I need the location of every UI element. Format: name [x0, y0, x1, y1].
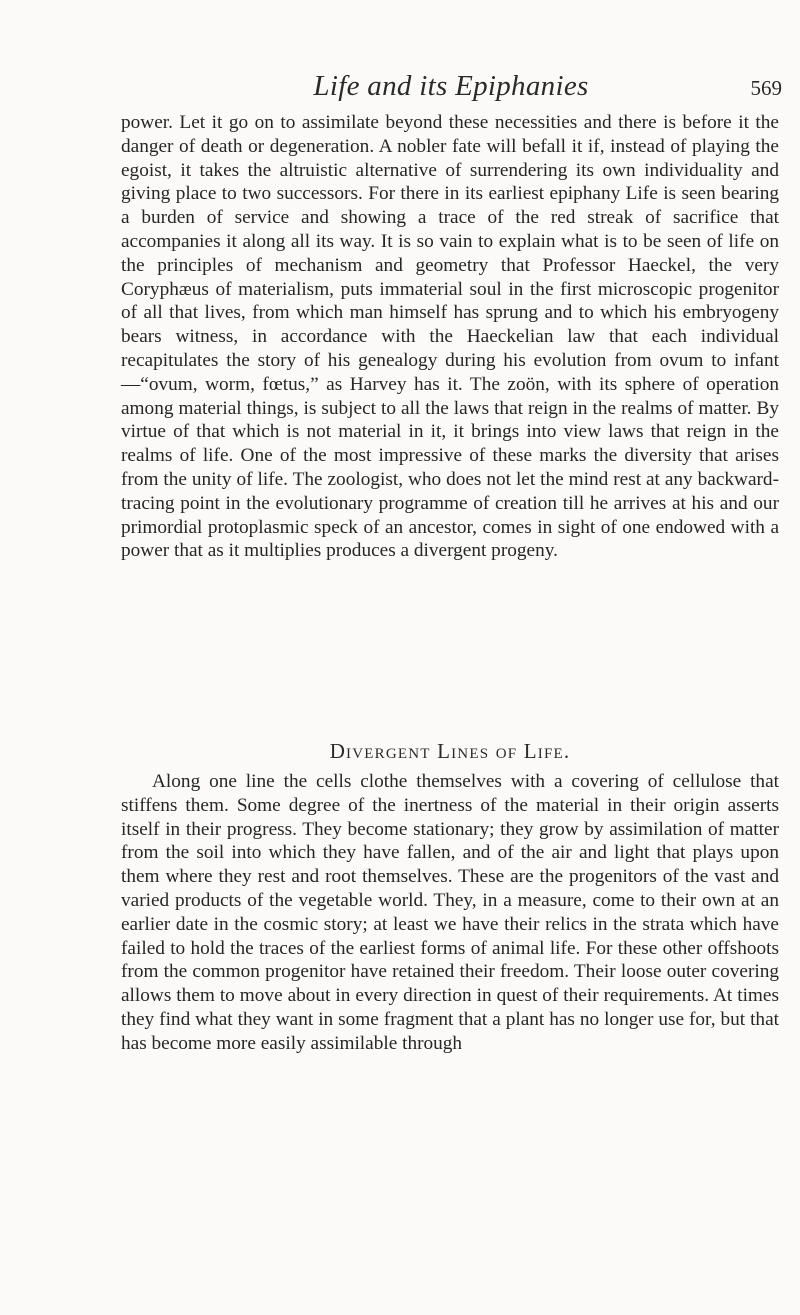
running-title: Life and its Epiphanies [313, 70, 589, 102]
page-number: 569 [750, 76, 782, 100]
running-head [120, 66, 782, 106]
body-paragraph-continued: power. Let it go on to assimilate beyond these necessities and there is before it the danger of death or degeneration. A nobler fate will befall it if, instead of playing the egoist, it takes the altruistic alternative of surrendering its own individuality and giving place to two successors. For there in its earliest epiphany Life is seen bearing a burden of service and showing a trace of the red streak of sacrifice that accompanies it along all its way. It is so vain to explain what is to be seen of life on the principles of mechanism and geometry that Professor Haeckel, the very Coryphæus of materialism, puts immaterial soul in the first microscopic progenitor of all that lives, from which man himself has sprung and to which his embryogeny bears witness, in accordance with the Haeckelian law that each individual recapitulates the story of his genealogy during his evolution from ovum to infant—“ovum, worm, fœtus,” as Harvey has it. The zoön, with its sphere of operation among material things, is subject to all the laws that reign in the realms of matter. By virtue of that which is not material in it, it brings into view laws that reign in the realms of life. One of the most impressive of these marks the diversity that arises from the unity of life. The zoologist, who does not let the mind rest at any backward-tracing point in the evolutionary programme of creation till he arrives at his and our primordial protoplasmic speck of an ancestor, comes in sight of one endowed with a power that as it multiplies produces a divergent progeny. [121, 112, 779, 562]
body-paragraph: Along one line the cells clothe themselves with a covering of cellulose that stiffens them. Some degree of the inertness of the material in their origin asserts itself in their progress. They become stationary; they grow by assimilation of matter from the soil into which they have fallen, and of the air and light that plays upon them where they rest and root themselves. These are the progenitors of the vast and varied products of the vegetable world. They, in a measure, come to their own at an earlier date in the cosmic story; at least we have their relics in the strata which have failed to hold the traces of the earliest forms of animal life. For these other offshoots from the common progenitor have retained their freedom. Their loose outer covering allows them to move about in every direction in quest of their requirements. At times they find what they want in some fragment that a plant has no longer use for, but that has become more easily assimilable through [121, 771, 779, 1054]
section-heading: Divergent Lines of Life. [329, 739, 571, 763]
